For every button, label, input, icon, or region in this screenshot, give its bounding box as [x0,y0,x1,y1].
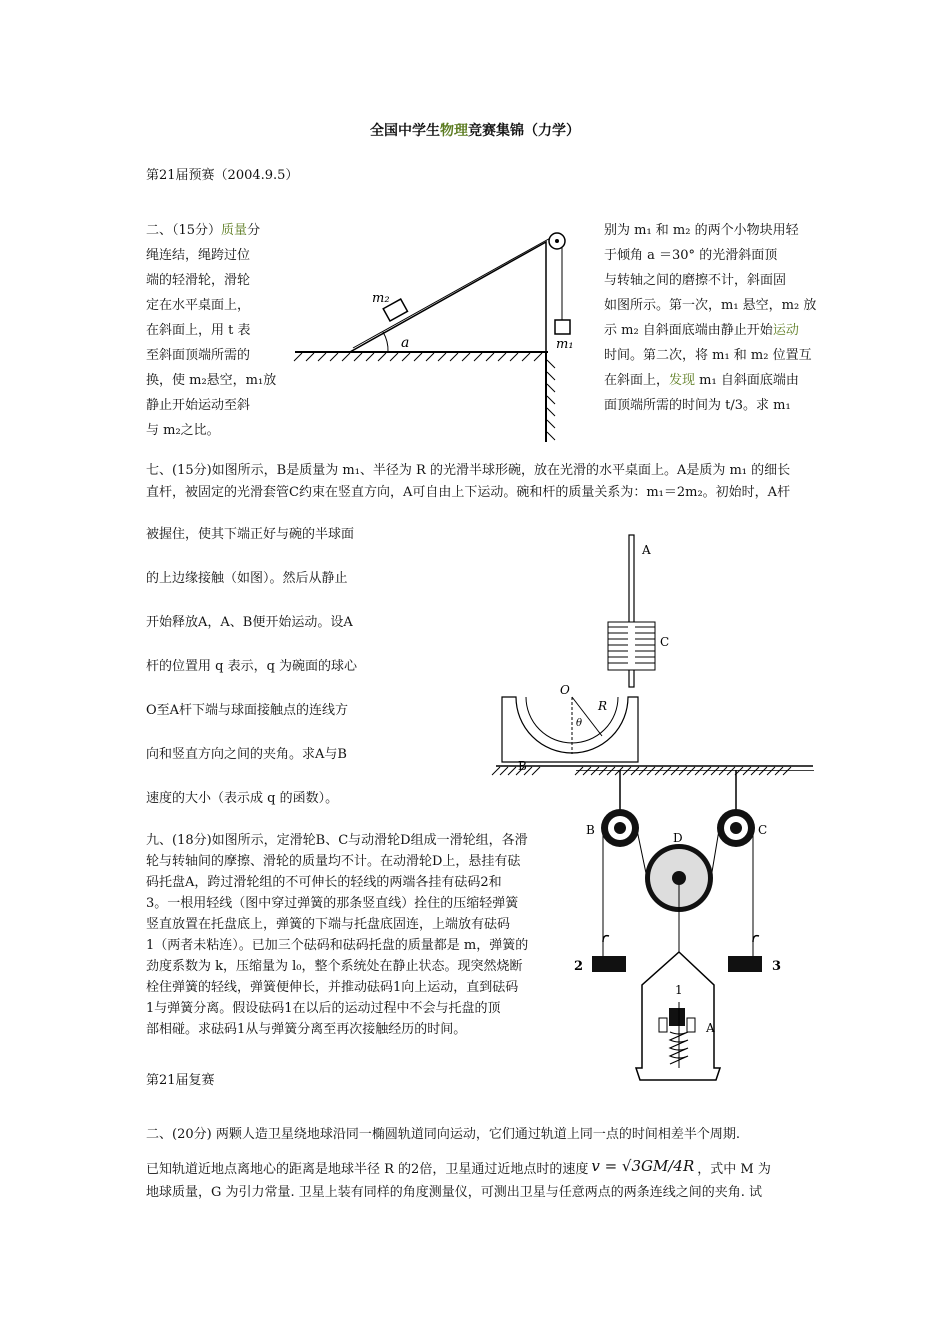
p7-line: 被握住，使其下端正好与碗的半球面 [146,527,355,542]
section-heading-21-final: 第21届复赛 [146,1073,215,1088]
label-tray-A: A [706,1021,715,1035]
p2-left-line: 绳连结，绳跨过位 [146,248,251,263]
p7-line: 向和竖直方向之间的夹角。求A与B [146,747,347,762]
p2b-line: 二、(20分) 两颗人造卫星绕地球沿同一椭圆轨道同向运动，它们通过轨道上同一点的时间相差半个周期. [146,1127,740,1142]
p2-right-line: 在斜面上，发现 m₁ 自斜面底端由 [604,373,799,388]
label-weight-3: 3 [772,959,782,974]
p2b-line: 已知轨道近地点离地心的距离是地球半径 R 的2倍，卫星通过近地点时的速度 v = √3GM/4R ，式中 M 为 [146,1157,771,1177]
p2-left-line: 二、（15分）质量分 [146,223,261,238]
section-heading-21-prelim: 第21届预赛（2004.9.5） [146,168,299,183]
label-weight-2: 2 [574,959,584,974]
p9-line: 3。一根用轻线（图中穿过弹簧的那条竖直线）拴住的压缩轻弹簧 [146,896,519,911]
p9-line: 部相碰。求砝码1从与弹簧分离至再次接触经历的时间。 [146,1022,467,1037]
p2-left-line: 端的轻滑轮，滑轮 [146,273,251,288]
p9-line: 码托盘A，跨过滑轮组的不可伸长的轻线的两端各挂有砝码2和 [146,875,502,890]
page-title: 全国中学生物理竞赛集锦（力学） [370,123,580,139]
p2-left-line: 至斜面顶端所需的 [146,348,251,363]
p2-left-line: 定在水平桌面上， [146,298,251,313]
label-R: R [598,699,608,713]
p7-intro-line: 七、(15分)如图所示，B是质量为 m₁、半径为 R 的光滑半球形碗，放在光滑的水平桌面上。A是质为 m₁ 的细长 [146,463,791,478]
velocity-formula: v = √3GM/4R [591,1157,695,1175]
p2b-line: 地球质量，G 为引力常量. 卫星上装有同样的角度测量仪，可测出卫星与任意两点的两条连线之间的夹角. 试 [146,1185,763,1200]
p7-intro-line: 直杆，被固定的光滑套管C约束在竖直方向，A可自由上下运动。碗和杆的质量关系为：m₁＝2m₂。初始时，A杆 [146,485,791,500]
label-O: O [560,683,570,697]
p2-right-line: 面顶端所需的时间为 t/3。求 m₁ [604,398,791,413]
p2-right-line: 于倾角 a ＝30° 的光滑斜面顶 [604,248,778,263]
p9-line: 1与弹簧分离。假设砝码1在以后的运动过程中不会与托盘的顶 [146,1001,501,1016]
pulley-system-figure [562,770,818,1088]
p9-line: 轮与转轴间的摩擦、滑轮的质量均不计。在动滑轮D上，悬挂有砝 [146,854,521,869]
p2-left-line: 与 m₂之比。 [146,423,220,438]
p7-line: 速度的大小（表示成 q 的函数）。 [146,791,339,806]
p7-line: 杆的位置用 q 表示，q 为碗面的球心 [146,659,358,674]
bowl-rod-figure [488,530,818,792]
label-pulley-C: C [758,823,768,837]
p9-line: 栓住弹簧的轻线，弹簧便伸长，并推动砝码1向上运动，直到砝码 [146,980,519,995]
p7-line: O至A杆下端与球面接触点的连线方 [146,703,349,718]
label-weight-1: 1 [675,983,683,997]
p2-right-line: 如图所示。第一次，m₁ 悬空，m₂ 放 [604,298,817,313]
p2-left-line: 换，使 m₂悬空，m₁放 [146,373,277,388]
label-rod-A: A [642,543,651,557]
p7-line: 的上边缘接触（如图）。然后从静止 [146,571,348,586]
p2-left-line: 在斜面上，用 t 表 [146,323,251,338]
p2-right-line: 别为 m₁ 和 m₂ 的两个小物块用轻 [604,223,799,238]
p2-right-line: 与转轴之间的磨擦不计，斜面固 [604,273,787,288]
label-pulley-B: B [586,823,595,837]
p9-line: 劲度系数为 k，压缩量为 l₀，整个系统处在静止状态。现突然烧断 [146,959,523,974]
p9-line: 九、(18分)如图所示，定滑轮B、C与动滑轮D组成一滑轮组，各滑 [146,833,528,848]
label-angle: a [401,335,410,351]
label-bowl-B: B [518,759,527,773]
label-pulley-D: D [673,831,683,845]
p2-right-line: 示 m₂ 自斜面底端由静止开始运动 [604,323,799,338]
label-theta: θ [576,718,583,729]
incline-pulley-figure [290,228,600,444]
p9-line: 竖直放置在托盘底上，弹簧的下端与托盘底固连，上端放有砝码 [146,917,511,932]
label-m2: m₂ [372,291,390,306]
p2-left-line: 静止开始运动至斜 [146,398,251,413]
label-sleeve-C: C [660,635,670,649]
label-m1: m₁ [556,337,574,352]
p9-line: 1（两者未粘连）。已加三个砝码和砝码托盘的质量都是 m，弹簧的 [146,938,529,953]
p2-right-line: 时间。第二次，将 m₁ 和 m₂ 位置互 [604,348,812,363]
p7-line: 开始释放A，A、B便开始运动。设A [146,615,353,630]
